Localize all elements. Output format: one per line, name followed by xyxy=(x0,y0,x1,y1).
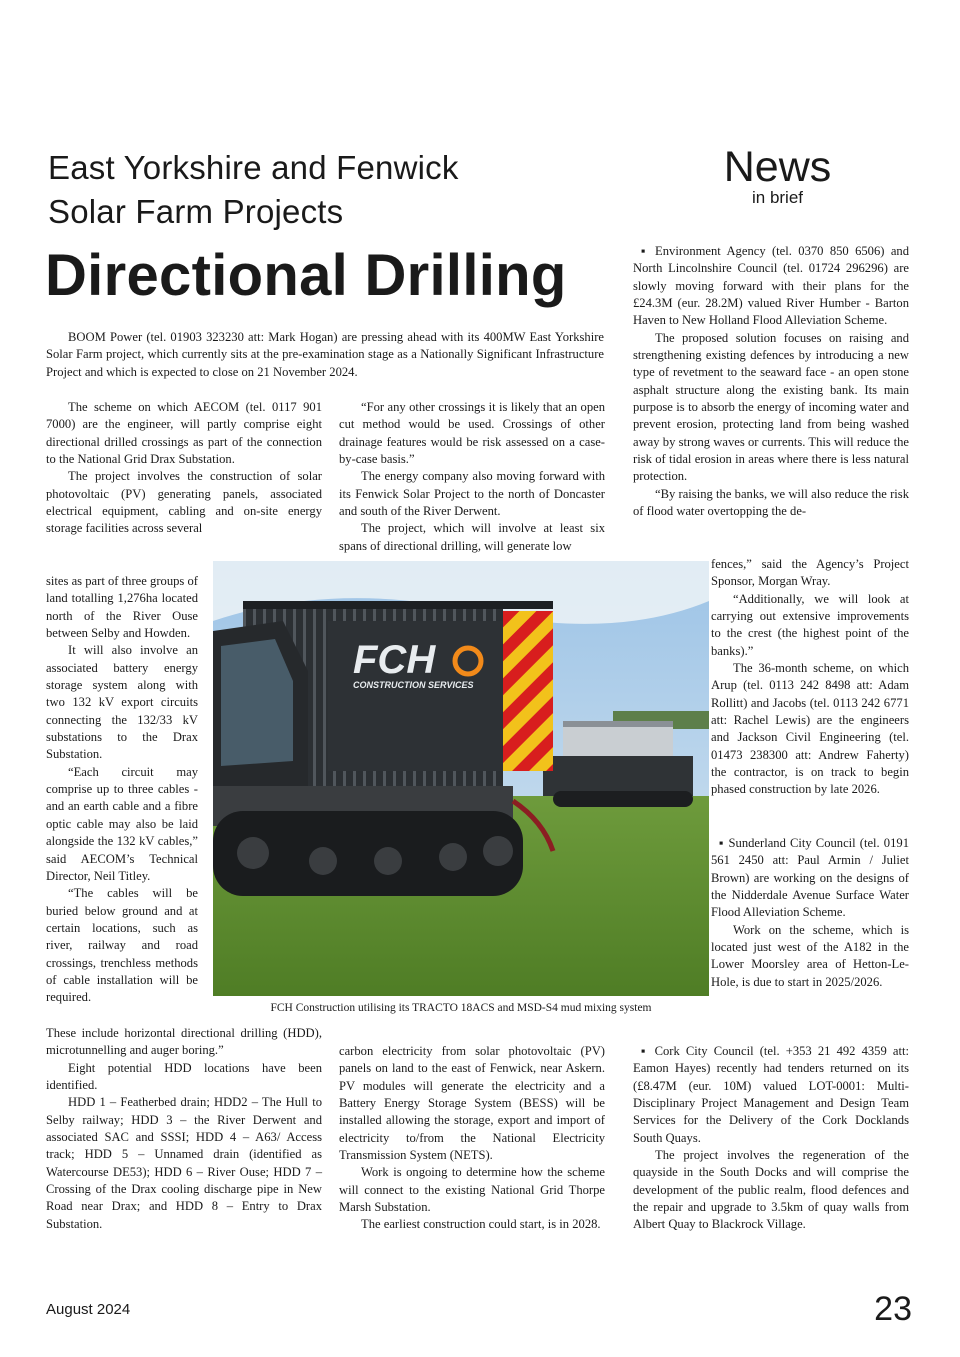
column-1-narrow xyxy=(46,573,198,1007)
paragraph: carbon electricity from solar photovoltaic (PV) panels on land to the east of Fenwick, near Askern. PV modules will generate the electricity and a Battery Energy Storage System (BESS) will be installed allowing the storage, export and import of electricity to/from the National Electricity Transmission System (NETS). xyxy=(339,1044,605,1163)
paragraph: fences,” said the Agency’s Project Sponsor, Morgan Wray. xyxy=(711,557,909,589)
page-number: 23 xyxy=(874,1290,912,1328)
photo-brand-text: FCH xyxy=(353,638,436,682)
paragraph: Work is ongoing to determine how the scheme will connect to the existing National Grid Thorpe Marsh Substation. xyxy=(339,1165,605,1215)
paragraph: The earliest construction could start, is in 2028. xyxy=(361,1217,601,1232)
column-3-narrow-b xyxy=(711,835,909,991)
paragraph: The scheme on which AECOM (tel. 0117 901 7000) are the engineer, will partly comprise eight directional drilled crossings as part of the connection to the National Grid Drax Substation. xyxy=(46,400,322,467)
intro-paragraph: BOOM Power (tel. 01903 323230 att: Mark Hogan) are pressing ahead with its 400MW East Yorkshire Solar Farm project, which currently sits at the pre-examination stage as a Nationally Significant Infrastructure Project and which is expected to close on 21 November 2024. xyxy=(46,330,604,379)
paragraph: It will also involve an associated battery energy storage system along with two 132 kV export circuits connecting the 132/33 kV substations to the Drax Substation. xyxy=(46,643,198,762)
kicker-line-1: East Yorkshire and Fenwick xyxy=(48,149,459,186)
news-section-title: News xyxy=(723,143,832,191)
column-2-top xyxy=(339,399,605,555)
article-photo xyxy=(213,561,709,996)
column-1-top xyxy=(46,399,322,538)
paragraph: The proposed solution focuses on raising and strengthening existing defences by introducing a new type of revetment to the seaward face - an open stone asphalt structure along the existing bank. Its main purpose is to absorb the energy of incoming water and prevent erosion, protecting land from being washed away by strong waves or currents. This will reduce the risk of tidal erosion in areas where there is less natural protection. xyxy=(633,330,909,484)
column-1-bottom xyxy=(46,1025,322,1233)
paragraph: The energy company also moving forward with its Fenwick Solar Project to the north of Doncaster and south of the River Derwent. xyxy=(339,469,605,519)
paragraph: Work on the scheme, which is located just west of the A182 in the Lower Moorsley area of Hetton-Le-Hole, is due to start in 2025/2026. xyxy=(711,922,909,989)
photo-brand-subtext: CONSTRUCTION SERVICES xyxy=(353,680,474,690)
news-section-subtitle: in brief xyxy=(751,188,804,207)
paragraph: The project, which will involve at least six spans of directional drilling, will generate low xyxy=(339,521,605,553)
article-kicker xyxy=(48,146,648,234)
column-3-narrow-a xyxy=(711,556,909,799)
column-3-top xyxy=(633,243,909,521)
paragraph: sites as part of three groups of land totalling 1,276ha located north of the River Ouse between Selby and Howden. xyxy=(46,574,198,641)
paragraph: Eight potential HDD locations have been identified. xyxy=(46,1060,322,1093)
article-intro xyxy=(46,329,604,381)
paragraph: The project involves the construction of solar photovoltaic (PV) generating panels, associated electrical equipment, cabling and on-site energy storage facilities across several xyxy=(46,469,322,536)
paragraph: The project involves the regeneration of the quayside in the South Docks and will comprise the development of the public realm, flood defences and the repair and upgrade to 3.5km of quay walls from Albert Quay to Blackrock Village. xyxy=(633,1148,909,1232)
photo-caption: FCH Construction utilising its TRACTO 18ACS and MSD-S4 mud mixing system xyxy=(270,1002,652,1014)
kicker-line-2: Solar Farm Projects xyxy=(48,193,344,230)
issue-date: August 2024 xyxy=(46,1301,131,1318)
paragraph: “Each circuit may comprise up to three cables - and an earth cable and a fibre optic cable may also be laid alongside the 132 kV cables,” said AECOM’s Technical Director, Neil Titley. xyxy=(46,764,198,883)
news-item-sunderland: ▪ Sunderland City Council (tel. 0191 561 2450 att: Paul Armin / Juliet Brown) are working on the designs of the Nidderdale Avenue Surface Water Flood Alleviation Scheme. xyxy=(711,835,909,922)
paragraph: “For any other crossings it is likely that an open cut method would be used. Crossings of other drainage features would be risk assessed on a case-by-case basis.” xyxy=(339,400,605,467)
paragraph: HDD 1 – Featherbed drain; HDD2 – The Hull to Selby railway; HDD 3 – the River Derwent and associated SAC and SSSI; HDD 4 – A63/ Access track; HDD 5 – Unnamed drain (identified as Watercourse DE53); HDD 6 – River Ouse; HDD 7 – Crossing of the Drax cooling discharge pipe in New Road near Drax; and HDD 8 – Entry to Drax Substation. xyxy=(46,1095,322,1231)
paragraph: “The cables will be buried below ground and at certain locations, such as river, railway and road crossings, trenchless methods of cable installation will be required. xyxy=(46,886,198,1005)
news-item-environment-agency: ▪ Environment Agency (tel. 0370 850 6506) and North Lincolnshire Council (tel. 01724 296296) are slowly moving forward with their plans for the £24.3M (eur. 28.2M) valued River Humber - Barton Haven to New Holland Flood Alleviation Scheme. xyxy=(633,243,909,330)
article-headline: Directional Drilling xyxy=(45,243,567,308)
paragraph: “Additionally, we will look at carrying out extensive improvements to the crest (the highest point of the banks).” xyxy=(711,591,909,658)
paragraph: These include horizontal directional drilling (HDD), microtunnelling and auger boring.” xyxy=(46,1026,322,1058)
news-item-cork: ▪ Cork City Council (tel. +353 21 492 4359 att: Eamon Hayes) recently had tenders returned on its (£8.47M (eur. 10M) valued LOT-0001: Multi-Disciplinary Project Management and Design Team Services for the Delivery of the Cork Docklands South Quays. xyxy=(633,1043,909,1147)
column-2-bottom xyxy=(339,1043,605,1234)
drilling-rig-illustration xyxy=(213,561,709,996)
paragraph: The 36-month scheme, on which Arup (tel. 0113 242 8498 att: Adam Rollitt) and Jacobs (tel. 0113 242 6771 att: Rachel Lewis) are the engineers and Jackson Civil Engineering (tel. 01473 238300 att: Andrew Faherty) the contractor, is on track to begin phased construction by late 2026. xyxy=(711,661,909,797)
paragraph: “By raising the banks, we will also reduce the risk of flood water overtopping the de- xyxy=(633,486,909,519)
column-3-bottom xyxy=(633,1043,909,1234)
